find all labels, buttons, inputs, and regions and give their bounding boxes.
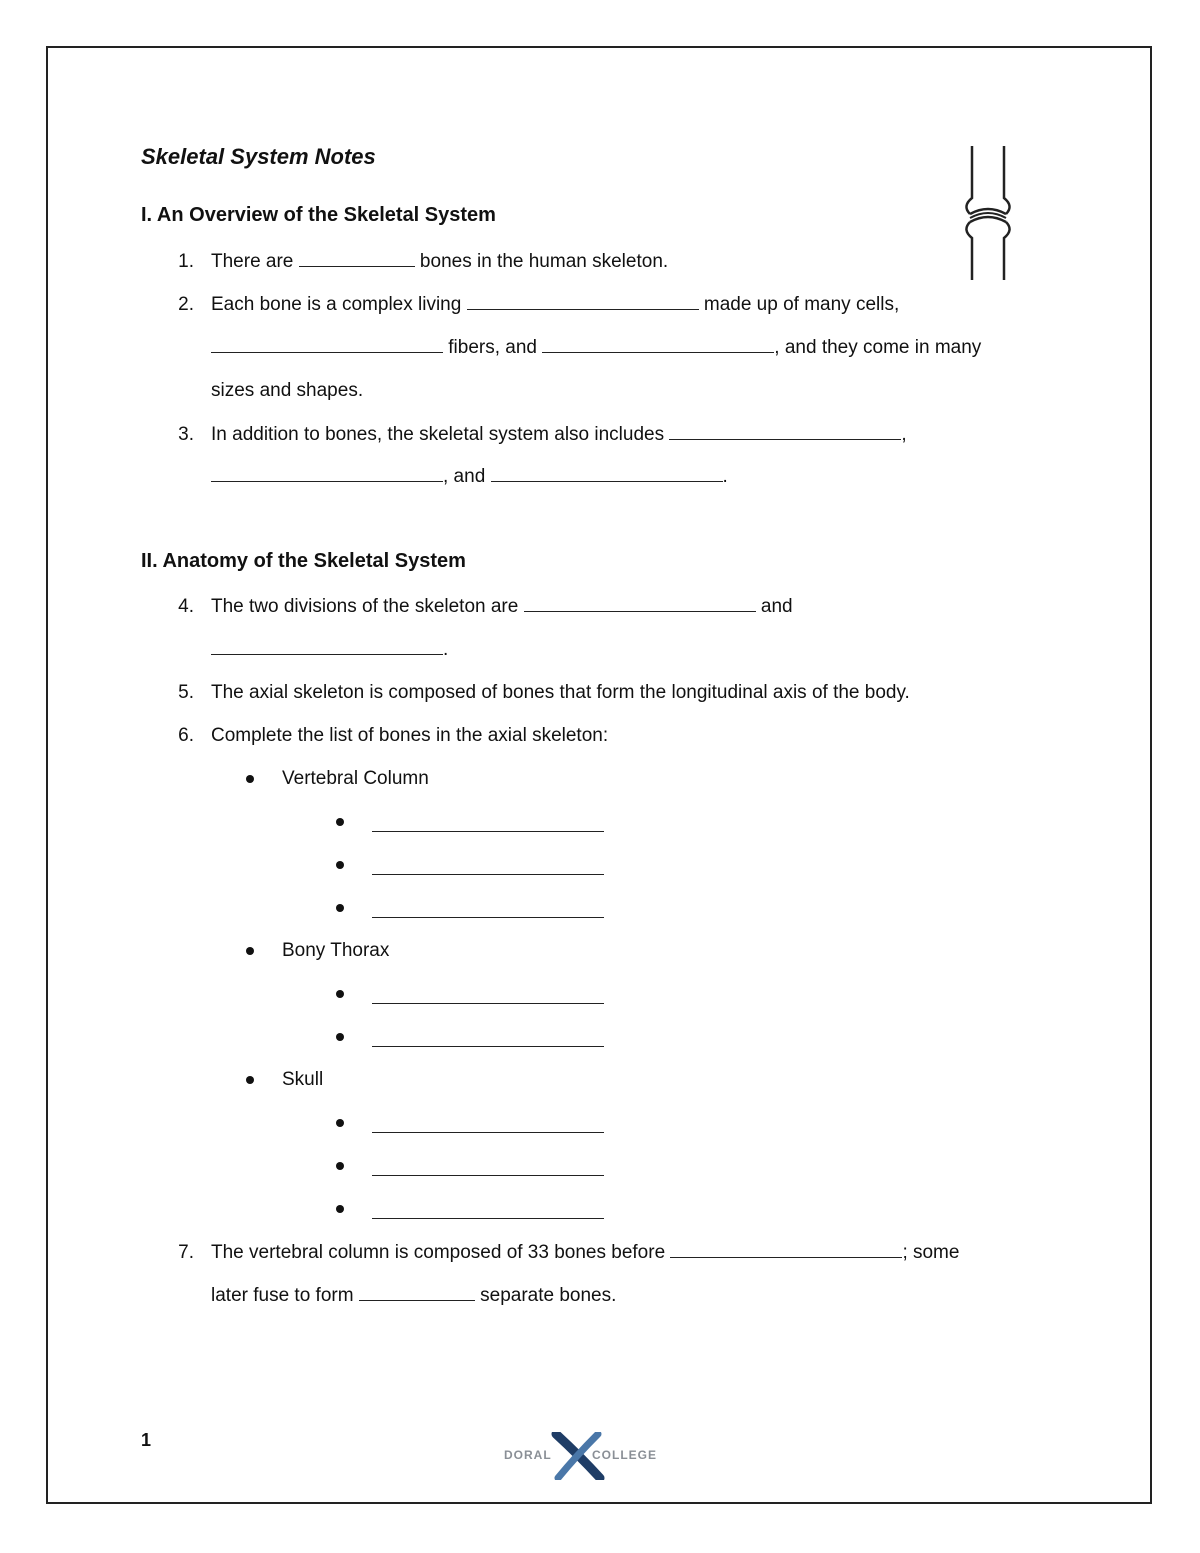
q3-text-a: In addition to bones, the skeletal system also includes (211, 424, 670, 445)
q7-text-d: separate bones. (474, 1285, 617, 1306)
question-2-line-1 (211, 294, 899, 316)
answer-blank[interactable] (372, 1131, 604, 1133)
answer-blank[interactable] (211, 338, 443, 353)
item-number: 1. (178, 251, 194, 272)
doral-college-logo (500, 1432, 670, 1480)
question-1 (211, 251, 668, 273)
group-skull: Skull (282, 1069, 324, 1090)
item-number: 7. (178, 1242, 194, 1263)
question-3-line-1 (211, 424, 907, 446)
answer-blank[interactable] (299, 252, 415, 267)
answer-blank[interactable] (372, 1045, 604, 1047)
bullet (336, 904, 344, 912)
question-7-line-1 (211, 1242, 959, 1264)
answer-blank[interactable] (211, 640, 443, 655)
item-number: 2. (178, 294, 194, 315)
q4-text-c: . (443, 639, 449, 660)
answer-blank[interactable] (211, 467, 443, 482)
answer-blank[interactable] (524, 597, 756, 612)
question-4-line-1 (211, 596, 793, 618)
item-number: 5. (178, 682, 194, 703)
answer-blank[interactable] (372, 916, 604, 918)
item-number: 6. (178, 725, 194, 746)
q7-text-a: The vertebral column is composed of 33 bones before (211, 1242, 671, 1263)
group-bony-thorax: Bony Thorax (282, 940, 390, 961)
answer-blank[interactable] (372, 830, 604, 832)
question-5: The axial skeleton is composed of bones that form the longitudinal axis of the body. (211, 682, 910, 703)
q4-text-b: and (755, 596, 793, 617)
q7-text-c: later fuse to form (211, 1285, 359, 1306)
item-number: 3. (178, 424, 194, 445)
bullet (246, 1076, 254, 1084)
section-heading-anatomy: II. Anatomy of the Skeletal System (141, 550, 466, 572)
question-4-line-2 (211, 639, 448, 661)
bullet (336, 990, 344, 998)
bullet (336, 1033, 344, 1041)
answer-blank[interactable] (372, 873, 604, 875)
q3-text-b: , (901, 424, 907, 445)
item-number: 4. (178, 596, 194, 617)
q2-text-a: Each bone is a complex living (211, 294, 467, 315)
q1-text-b: bones in the human skeleton. (414, 251, 669, 272)
page-title: Skeletal System Notes (141, 144, 376, 169)
question-2-line-3: sizes and shapes. (211, 380, 364, 401)
bullet (336, 1205, 344, 1213)
q4-text-a: The two divisions of the skeleton are (211, 596, 524, 617)
answer-blank[interactable] (669, 425, 901, 440)
answer-blank[interactable] (372, 1217, 604, 1219)
answer-blank[interactable] (670, 1243, 902, 1258)
q3-text-d: . (722, 466, 728, 487)
knee-joint-illustration (960, 142, 1016, 284)
answer-blank[interactable] (359, 1286, 475, 1301)
bullet (336, 1119, 344, 1127)
bullet (336, 818, 344, 826)
question-6: Complete the list of bones in the axial skeleton: (211, 725, 609, 746)
answer-blank[interactable] (467, 295, 699, 310)
q2-text-d: , and they come in many (774, 337, 982, 358)
group-vertebral-column: Vertebral Column (282, 768, 429, 789)
page-number: 1 (141, 1430, 152, 1450)
bullet (246, 947, 254, 955)
question-2-line-2 (211, 337, 981, 359)
logo-text-left: DORAL (504, 1448, 552, 1462)
question-7-line-2 (211, 1285, 616, 1307)
logo-text-right: COLLEGE (592, 1448, 658, 1462)
q7-text-b: ; some (902, 1242, 960, 1263)
section-heading-overview: I. An Overview of the Skeletal System (141, 204, 496, 226)
answer-blank[interactable] (372, 1174, 604, 1176)
bullet (336, 1162, 344, 1170)
answer-blank[interactable] (542, 338, 774, 353)
q3-text-c: , and (443, 466, 491, 487)
answer-blank[interactable] (372, 1002, 604, 1004)
q2-text-c: fibers, and (443, 337, 543, 358)
answer-blank[interactable] (491, 467, 723, 482)
bullet (246, 775, 254, 783)
bullet (336, 861, 344, 869)
q2-text-b: made up of many cells, (698, 294, 900, 315)
question-3-line-2 (211, 466, 728, 488)
q1-text-a: There are (211, 251, 299, 272)
